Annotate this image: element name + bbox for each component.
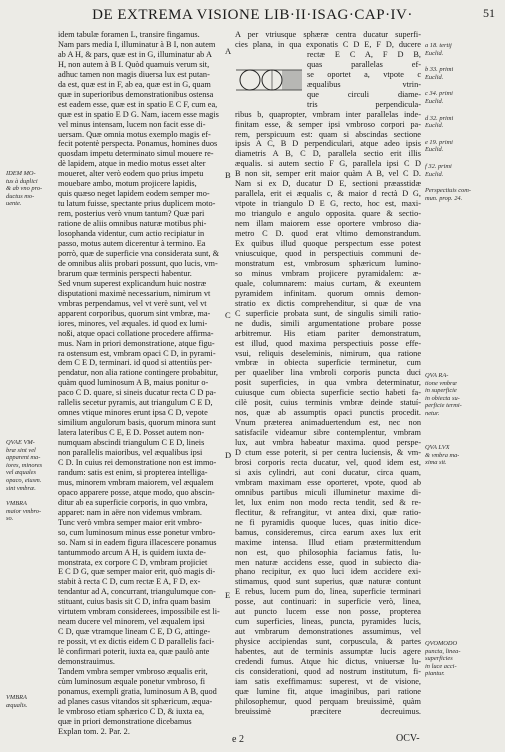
reference-line: Euclid. bbox=[425, 170, 444, 178]
text-line: cum superficies, lineas, puncta, pyramides lucis, bbox=[235, 617, 421, 627]
text-line: aut puncto lucem esse non posse, propterea bbox=[235, 607, 421, 617]
reference-line: Euclid. bbox=[425, 146, 444, 154]
text-line: Ex quibus illud quoque perspectum esse potest bbox=[235, 239, 421, 249]
text-line: virtutem vmbram considerees, impossibile est li- bbox=[58, 607, 220, 617]
text-line: quosdam impetu determinato simul mouere re- bbox=[58, 149, 214, 159]
text-line: Sed vnum superest explicandum huic nostræ bbox=[58, 278, 207, 288]
text-line: paco C D. quare, si sineis ducatur recta C D pa- bbox=[58, 388, 217, 398]
text-line: tu latum fuisse, spectante prius duplicem moto- bbox=[58, 199, 216, 209]
text-line: rem, posterius verò vnum tantum? Quæ pari bbox=[58, 209, 205, 219]
marginal-line: so. bbox=[6, 515, 14, 523]
marginal-line: in superficie bbox=[425, 387, 457, 395]
text-line: quale, columnarem: maius curtam, & exeuntem bbox=[235, 278, 421, 288]
reference-line: f 32. primi bbox=[425, 162, 452, 170]
text-line: si axis cylindri, aut coni ducatur, circa quam, bbox=[235, 467, 421, 477]
marginal-line: maior vmbro- bbox=[6, 507, 42, 515]
text-line: mus, minorem vmbram maiorem, vel æqualem bbox=[58, 477, 214, 487]
marginal-line: & ab vno pro- bbox=[6, 185, 43, 193]
text-line: idem tabulæ foramen L, transire fingamus. bbox=[58, 30, 200, 39]
text-line: metro C D. quod erat vltimo demonstrandum. bbox=[235, 229, 421, 239]
text-line: ra ostensum est, vmbram opaci C D, in pyrami- bbox=[58, 348, 216, 358]
text-line: mus. Nam in priori demonstratione, atque figu- bbox=[58, 338, 215, 348]
marginal-line: QVA RA- bbox=[425, 372, 449, 379]
text-line: cuiusque cum obiecta superficie sectio habeti fa- bbox=[235, 388, 421, 398]
marginal-line: piantur. bbox=[425, 670, 445, 678]
text-line: Nam pars media I, illuminatur à B I, non autem bbox=[58, 39, 216, 49]
reference-line: d 32. primi bbox=[425, 114, 454, 122]
marginal-line: IDEM MO- bbox=[6, 170, 36, 177]
text-line: ne fi pyramidis quoque luces, quas initio dice- bbox=[235, 517, 421, 527]
text-line: quæ est in spatio E D G. Nam, iacem esse magis bbox=[58, 109, 219, 119]
text-line: Explan tom. 2. Par. 2. bbox=[58, 726, 130, 736]
text-line: monstrata, ex corpore C D, vmbram projiciet bbox=[58, 557, 208, 567]
marginal-line: opaco, eiusm. bbox=[6, 476, 42, 484]
reference-line: b 33. primi bbox=[425, 66, 454, 74]
text-line: physice accipiendas sunt, corpuscula, & partes bbox=[235, 637, 421, 647]
text-line: brosi corporis recta ducatur, vel, quod idem est, bbox=[235, 457, 421, 467]
side-letter-e: E bbox=[225, 590, 231, 600]
text-line: se oportet a, vtpote c bbox=[307, 69, 421, 79]
text-line: so minus vmbram projicere pyramidalem: æ- bbox=[235, 268, 421, 278]
text-line: numquam abscindi triangulum C E D, lineis bbox=[58, 438, 205, 448]
reference-line: a 18. tertij bbox=[425, 42, 452, 49]
text-line: noßi, atque opaci collatione procedere affirma- bbox=[58, 328, 214, 338]
text-line: iores, minores, vel æquales. id quod ex lumi- bbox=[58, 318, 208, 328]
text-line: omnibus partibus miculi illuminetur maxime di- bbox=[235, 487, 421, 497]
text-line: Tunc verò vmbra semper maior erit vmbro- bbox=[58, 517, 202, 527]
text-line: ditur ab ea superficie corporis, in quo vmbra, bbox=[58, 497, 208, 507]
text-line: diametris A B, C D, parallela sectio erit illis bbox=[235, 149, 421, 159]
text-line: vniuscuique, quod in perspectiuis communi de- bbox=[235, 248, 421, 258]
signature-mark: e 2 bbox=[232, 734, 244, 745]
text-line: ipsis A C, B D perpendiculari, atque adeo ipsis bbox=[235, 139, 421, 149]
text-line: ne dudis, simili argumentatione probare posse bbox=[235, 318, 421, 328]
text-line: disputationi maximè necessarium, nimirum vt bbox=[58, 288, 211, 298]
text-line: le vmbroso etiam sphærico C D, & iuxta ea, bbox=[58, 706, 205, 716]
marginal-line: perficie termi- bbox=[425, 402, 462, 410]
marginal-line: QVA LVX bbox=[425, 444, 450, 451]
marginal-line: xima sit. bbox=[425, 459, 447, 467]
marginal-note-idem-motus bbox=[6, 170, 42, 208]
text-line: quas parallelas ef- bbox=[307, 59, 421, 69]
text-line: finitam esse, & semper ipsi vmbroso corpori pa- bbox=[235, 119, 421, 129]
marginal-note-umbra-aequalis bbox=[6, 694, 27, 709]
marginal-line: in luce acci- bbox=[425, 662, 457, 670]
text-line: vmbram maximam esse oporteret, vpote, quod ab bbox=[235, 477, 421, 487]
text-line: cies plana, in qua exponatis C D E, F D, ducere bbox=[235, 39, 421, 49]
reference-line: c 34. primi bbox=[425, 90, 453, 98]
page-title: DE EXTREMA VISIONE LIB·II·ISAG·CAP·IV· bbox=[92, 6, 413, 23]
text-line: da est, quæ est in F, ab ea, quæ est in G, quam bbox=[58, 79, 211, 89]
marginal-line: in obiecta su- bbox=[425, 394, 460, 402]
text-line: posse, aut continuari: in superficie verò, linea, bbox=[235, 597, 421, 607]
text-line: ratione de aliis omnibus naturæ motibus phi- bbox=[58, 219, 207, 229]
text-line: tris perpendicula- bbox=[307, 99, 421, 109]
text-line: men naturæ accidens esse, quod in subiecto dia- bbox=[235, 557, 421, 567]
text-line: philosophemur, quod perquam breuissimè, quàm bbox=[235, 696, 421, 706]
text-line: est eadem esse, quæ est in spatio E C F, cum ea, bbox=[58, 99, 218, 109]
side-letter-c: C bbox=[225, 310, 231, 320]
text-line: posit superficies, in qua vmbra determinatur, bbox=[235, 378, 421, 388]
marginal-line: superficies bbox=[425, 655, 453, 663]
text-line: vel minus intensam, lucem non facit esse di- bbox=[58, 119, 206, 129]
text-line: let, lux enim non modo recta tendit, sed & re- bbox=[235, 497, 421, 507]
text-line: omnes vtique minores erunt ipsa C D, vepote bbox=[58, 408, 208, 418]
text-line: mo triangulo e angulo opposita. quare & sectio- bbox=[235, 209, 421, 219]
text-line: E rebus, lucem pum do, linea, superficie terminari bbox=[235, 587, 421, 597]
text-line: ribus b, quapropter, vmbram inter parallelas inde- bbox=[235, 109, 421, 119]
marginal-line: netur. bbox=[425, 409, 440, 417]
text-line: fecit potentè perspecta. Ponamus, homines duos bbox=[58, 139, 218, 149]
text-line: ab A H, & pars, quæ est in G, illuminatur ab A bbox=[58, 49, 212, 59]
text-line: E C D G, quæ semper maior erit, quò magis di- bbox=[58, 567, 216, 577]
text-line: nem illam maiorem esse oportere vmbroso dia- bbox=[235, 219, 421, 229]
text-line: æqualis. si autem sectio F G, parallela ipsi C D bbox=[235, 159, 421, 169]
text-line: demonstrauimus. bbox=[58, 657, 115, 667]
marginal-line: VMBRA bbox=[6, 500, 27, 507]
text-line: dè lapidem, atque in medio motus esset alter bbox=[58, 159, 206, 169]
running-head bbox=[0, 4, 505, 26]
text-line: Tandem vmbra semper vmbroso æqualis erit, bbox=[58, 667, 208, 676]
marginal-line: apparent ma- bbox=[6, 454, 41, 462]
text-line: porrò, quæ de superficie vna considerata sunt, & bbox=[58, 248, 220, 258]
marginal-note-quomodo bbox=[425, 640, 461, 678]
text-line: iam satis exeffimamus: superest, vt de visione, bbox=[235, 676, 421, 686]
marginal-line: bræ sint vel bbox=[6, 446, 36, 454]
text-line: lux, aut vmbra habeatur maxima. quod perspe- bbox=[235, 438, 421, 448]
reference-line: Euclid. bbox=[425, 73, 444, 81]
reference-line: Perspectiuis com- bbox=[425, 187, 471, 195]
text-line: satisfacile videamur sibre contemplentur, vmbram bbox=[235, 428, 421, 438]
text-line: H, non autem à B I. Quòd quamuis verum sit, bbox=[58, 59, 210, 69]
marginal-line: QVOMODO bbox=[425, 640, 458, 647]
marginal-line: tione vmbræ bbox=[425, 379, 457, 387]
right-text-column bbox=[235, 30, 421, 717]
text-line: C D. In cuius rei demonstratione non est immo- bbox=[58, 457, 217, 467]
text-line: maxime intensa. Illud etiam prætermittendum bbox=[235, 537, 421, 547]
text-line: lè confirmari poterit, iuxta ea, quæ paulò ante bbox=[58, 647, 210, 657]
text-line: B non sit, semper erit maior quàm A B, vel C D. bbox=[235, 169, 421, 179]
text-line: similium angulorum basis, quorum minora sunt bbox=[58, 418, 216, 428]
text-line: adhuc tamen non magis diuersa lux est putan- bbox=[58, 69, 210, 79]
reference-line: mun. prop. 24. bbox=[425, 194, 463, 202]
marginal-note-qua-lux bbox=[425, 444, 459, 467]
text-line: losophanda videntur, cum actio recipiatur in bbox=[58, 229, 205, 239]
text-line: phano recipitur, ex quo luci idem accidere exi- bbox=[235, 567, 421, 577]
text-line: randum: satis est enim, si propterea intelliga- bbox=[58, 467, 208, 477]
text-line: A per vtriusque sphæræ centra ducatur superfi- bbox=[235, 30, 421, 39]
marginal-note-umbra-maior bbox=[6, 500, 41, 523]
text-line: rem, perspicuum est: quam si abscindas sectione bbox=[235, 129, 421, 139]
marginal-line: & vmbra ma- bbox=[425, 451, 460, 459]
text-line: vsui, reliquis deseleminis, nimirum, qua ratione bbox=[235, 348, 421, 358]
text-line: moueret, alter verò eodem quo prius impetu bbox=[58, 169, 204, 179]
text-line: stratio ex dictis comprehenditur, si quæ de vna bbox=[235, 298, 421, 308]
text-line: breuissimè præcitere decreuimus. bbox=[235, 706, 421, 716]
text-line: quis quæso neget lapidem eodem semper mo- bbox=[58, 189, 210, 199]
text-line: apparent corporibus, quorum sint vmbræ, ma- bbox=[58, 308, 211, 318]
text-line: tantummodo arcum A H, is quidem iuxta de- bbox=[58, 547, 206, 557]
text-line: rallelis secetur pyramis, aut triangulum C E D, bbox=[58, 398, 213, 408]
text-line: pendatur, non alia ratione contingere probabitur, bbox=[58, 368, 218, 378]
text-line: quæ in priori demonstratione dicebamus bbox=[58, 716, 192, 726]
text-line: monstratum est, vmbrosum sphæricum lumino- bbox=[235, 258, 421, 268]
text-line: tendantur ad A, concurrant, triangulumque con- bbox=[58, 587, 216, 597]
text-line: non est, quo philosophia faciamus fatis, lu- bbox=[235, 547, 421, 557]
marginal-line: iores, minores bbox=[6, 461, 43, 469]
catchword: OCV- bbox=[396, 733, 420, 744]
text-line: ponamus, exempli gratia, luminosum A B, quod bbox=[58, 686, 217, 696]
text-line: parallela, erit ei æqualis c, & maior d rectà D G, bbox=[235, 189, 421, 199]
text-line: neam ducere vel minorem, vel æqualem ipsi bbox=[58, 617, 205, 627]
text-line: cis considerationi, quod ad nostrum institutum, fi- bbox=[235, 667, 421, 676]
text-line: ad planes casus vitandos sit sphæricum, æqua- bbox=[58, 696, 213, 706]
text-line: brarum quæ terminis perspecti habentur. bbox=[58, 268, 192, 278]
reference-line: Euclid. bbox=[425, 97, 444, 105]
text-line: so. Nam si in eadem figura illacescere ponamus bbox=[58, 537, 217, 547]
marginal-line: puncta, linea- bbox=[425, 647, 461, 655]
text-line: apparet: nam in aëre non videmus vmbram. bbox=[58, 507, 202, 517]
text-line: que circuli diame- bbox=[307, 89, 421, 99]
text-line: so, cum luminosum minus esse ponetur vmbro- bbox=[58, 527, 216, 537]
text-line: credendi fumus. Atque hic dictus, vniuersæ lu- bbox=[235, 657, 421, 667]
text-line: vmbræ in obiecta superficie terminetur, cum bbox=[235, 358, 421, 368]
text-line: uersam. Quæ omnia motus exemplo magis ef- bbox=[58, 129, 211, 139]
side-letter-a: A bbox=[225, 46, 232, 56]
text-line: nos, quæ ab assumptis opaci punctis procedit. bbox=[235, 408, 421, 418]
text-line: aut vmbrarum demonstrationes assumimus, vel bbox=[235, 627, 421, 637]
text-line: cùm luminosum æquale ponetur vmbroso, fi bbox=[58, 676, 206, 686]
marginal-line: ductus mo- bbox=[6, 192, 35, 200]
text-line: quæ lumine fit, atque imaginibus, pari ratione bbox=[235, 686, 421, 696]
marginal-line: VMBRA bbox=[6, 694, 27, 701]
text-line: vmbras perpendamus, vel vt verè sunt, vel vt bbox=[58, 298, 207, 308]
marginal-line: uente. bbox=[6, 200, 22, 208]
text-line: cilè posit, cuius terminis vmbræ deinde statuí- bbox=[235, 398, 421, 408]
text-line: latera lateribus C E, E D. Posset autem non- bbox=[58, 428, 205, 438]
text-line: æqualibus vtrin- bbox=[307, 79, 421, 89]
marginal-line: sint vmbræ. bbox=[6, 484, 36, 492]
text-line: C D, quæ vtramque lineam C E, D G, attinge- bbox=[58, 627, 211, 637]
text-line: arbitremur. His etiam pariter demonstratum, bbox=[235, 328, 421, 338]
text-line: non parallelis maioribus, vel æqualibus ipsi bbox=[58, 448, 203, 458]
marginal-line: vel æquales bbox=[6, 469, 36, 477]
marginal-note-quae-umbrae bbox=[6, 439, 42, 492]
text-line: Nam si ex D, ducatur D E, sectioni præasstidæ bbox=[235, 179, 421, 189]
marginal-line: QVAE VM- bbox=[6, 439, 35, 446]
text-line: est illud, quod maxima perspectiuis posse effe- bbox=[235, 338, 421, 348]
text-line: quæ in superioribus demonstrationibus ostensa bbox=[58, 89, 214, 99]
text-line: stimamus, quod sunt superius, quæ naturæ contunt bbox=[235, 577, 421, 587]
reference-line: e 19. primi bbox=[425, 138, 453, 146]
folio-number: 51 bbox=[483, 6, 495, 20]
side-letter-d: D bbox=[225, 450, 232, 460]
text-line: stituant, cuius basis sit C D, infra quam basim bbox=[58, 597, 211, 607]
reference-line: Euclid. bbox=[425, 122, 444, 130]
text-line: mouebare ambo, motum projicere lapidis, bbox=[58, 179, 197, 189]
text-line: C superficie probata sunt, de singulis simili ratio- bbox=[235, 308, 421, 318]
reference-line: Euclid. bbox=[425, 49, 444, 57]
side-letter-b: B bbox=[225, 170, 231, 180]
marginal-note-qua-ratione bbox=[425, 372, 462, 418]
text-line: re possit, vt ex dictis eidem C D parallelis faci- bbox=[58, 637, 215, 647]
text-line: Vnum præterea animaduertendum est, nec non bbox=[235, 418, 421, 428]
text-line: opaco apparere posse, atque modo, quo abscin- bbox=[58, 487, 215, 497]
text-line: dem C E D, terminari. id quod si attentiùs per- bbox=[58, 358, 212, 368]
text-line: per quaeliber lina vmbroli corporis puncta duci bbox=[235, 368, 421, 378]
text-line: habentes, aut de terminis assumptæ lucis agere bbox=[235, 647, 421, 657]
euclid-references bbox=[425, 42, 471, 202]
text-line: D ctum esse poterit, si per centra luciensis, & vm- bbox=[235, 448, 421, 458]
text-line: pyramidem infinitam. quorum omnis demon- bbox=[235, 288, 421, 298]
text-line: de omnibus aliis probari possunt, quo lucis, vm- bbox=[58, 258, 218, 268]
text-line: stabit à recta C D, cum rectæ E A, F D, ex- bbox=[58, 577, 201, 587]
text-line: quàm quod luminosum A B, maius ponitur o- bbox=[58, 378, 209, 388]
marginal-line: tus à duplici bbox=[6, 177, 38, 185]
text-line: passo, motus autem dicerentur à termino. Ea bbox=[58, 239, 206, 249]
text-line: bamus, consideremus, circa earum axes lux erit bbox=[235, 527, 421, 537]
marginal-line: æqualis. bbox=[6, 701, 28, 709]
text-line: vtpote in triangulo D E G, recto, hoc est, maxi- bbox=[235, 199, 421, 209]
text-line: flectitur, & refrangitur, vt antea dixi, quæ ratio- bbox=[235, 507, 421, 517]
text-line: rectæ E C A, F D B, bbox=[307, 49, 421, 59]
